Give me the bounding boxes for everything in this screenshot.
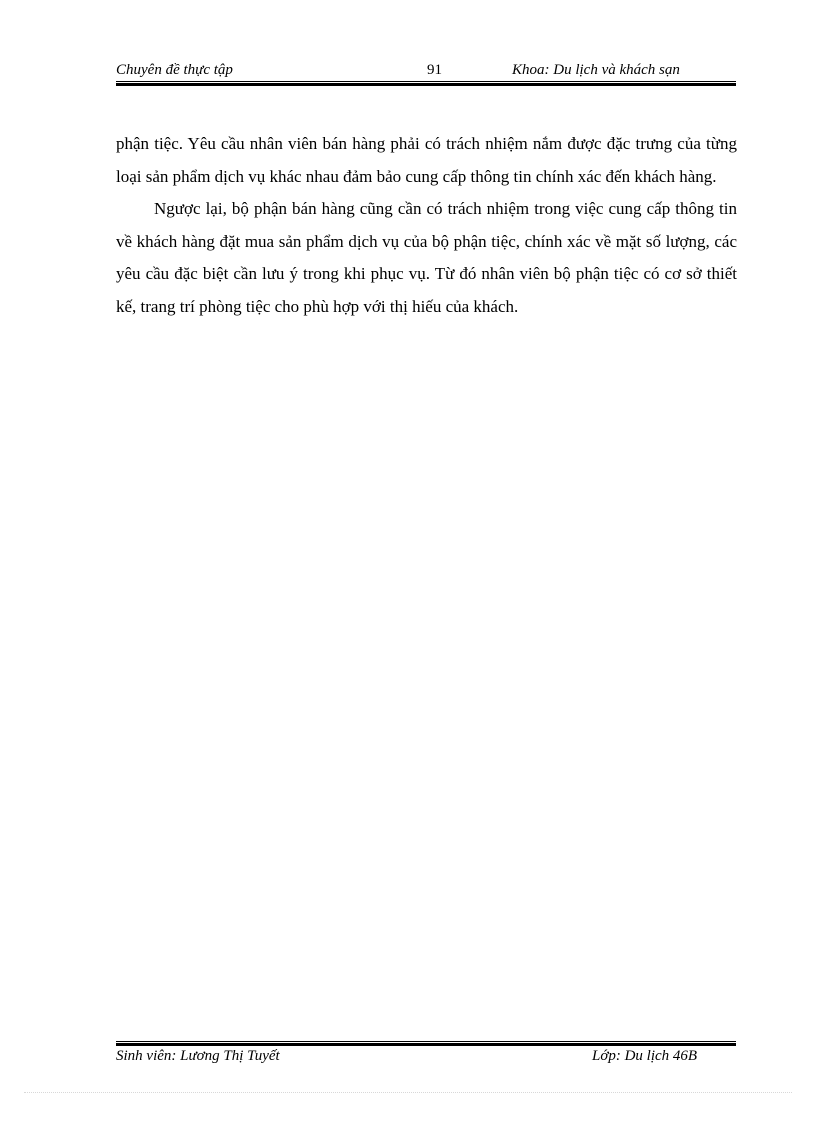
footer-student: Sinh viên: Lương Thị Tuyết — [116, 1048, 280, 1064]
body-text — [116, 128, 737, 323]
header-rule-thin — [116, 81, 736, 82]
page-header — [116, 60, 736, 82]
header-report-title: Chuyên đề thực tập — [116, 62, 233, 78]
page-edge-divider — [24, 1092, 792, 1093]
page-number: 91 — [427, 62, 442, 78]
page-footer — [116, 1048, 736, 1070]
footer-class: Lớp: Du lịch 46B — [592, 1048, 698, 1064]
header-faculty: Khoa: Du lịch và khách sạn — [512, 62, 680, 78]
header-rule-thick — [116, 83, 736, 86]
footer-rule-thick — [116, 1043, 736, 1046]
paragraph-continuation: phận tiệc. Yêu cầu nhân viên bán hàng phải có trách nhiệm nắm được đặc trưng của từng loại sản phẩm dịch vụ khác nhau đảm bảo cung cấp thông tin chính xác đến khách hàng. — [116, 134, 737, 186]
paragraph: Ngược lại, bộ phận bán hàng cũng cần có trách nhiệm trong việc cung cấp thông tin về khách hàng đặt mua sản phẩm dịch vụ của bộ phận tiệc, chính xác về mặt số lượng, các yêu cầu đặc biệt cần lưu ý trong khi phục vụ. Từ đó nhân viên bộ phận tiệc có cơ sở thiết kế, trang trí phòng tiệc cho phù hợp với thị hiếu của khách. — [116, 199, 737, 316]
footer-rule-thin — [116, 1041, 736, 1042]
